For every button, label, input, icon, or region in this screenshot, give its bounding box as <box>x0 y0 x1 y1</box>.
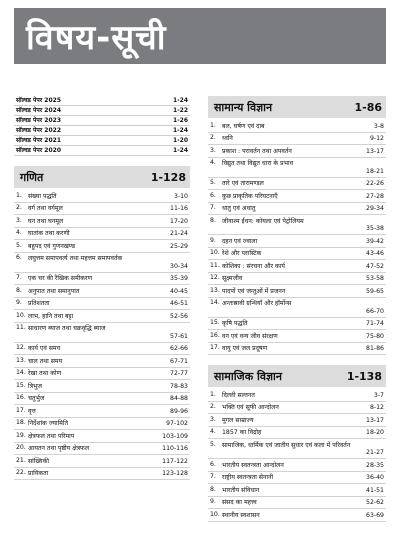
chapter-number: 22. <box>16 469 26 476</box>
chapter-title: प्रायिकता <box>28 470 49 477</box>
solved-paper-pages: 1-22 <box>172 107 188 114</box>
chapter-pages: 13-17 <box>366 416 384 424</box>
chapter-title: प्रतिशतता <box>28 300 50 307</box>
chapter-pages: 97-102 <box>166 420 188 427</box>
toc-row <box>208 318 386 331</box>
chapter-pages: 35-38 <box>366 225 384 232</box>
chapter-pages: 22-26 <box>366 180 384 187</box>
chapter-number: 14. <box>16 369 26 376</box>
chapter-number: 1. <box>210 121 216 129</box>
solved-paper-pages: 1-26 <box>172 117 188 124</box>
chapter-number: 15. <box>16 381 26 389</box>
toc-row <box>14 323 190 343</box>
chapter-pages: 11-16 <box>170 205 188 212</box>
chapter-number: 19. <box>16 431 26 439</box>
chapter-number: 14. <box>210 299 220 306</box>
chapter-pages: 43-46 <box>366 250 384 257</box>
chapter-number: 12. <box>16 344 26 351</box>
toc-row <box>208 402 386 415</box>
toc-row <box>208 158 386 178</box>
social-toc-list <box>208 387 386 522</box>
toc-row <box>208 285 386 298</box>
chapter-title: वायु एवं जल प्रदूषण <box>222 345 268 352</box>
chapter-number: 3. <box>210 415 216 423</box>
chapter-pages: 27-28 <box>366 192 384 200</box>
chapter-number: 6. <box>16 254 22 261</box>
chapter-pages: 75-80 <box>366 332 384 340</box>
chapter-title: सामाजिक, धार्मिक एवं जातीय सुधार एवं कला में परिवर्तन <box>222 441 351 449</box>
chapter-number: 16. <box>16 394 26 401</box>
chapter-number: 8. <box>210 485 216 493</box>
toc-row <box>208 248 386 261</box>
solved-paper-pages: 1-24 <box>172 147 188 154</box>
chapter-number: 9. <box>210 236 216 244</box>
chapter-pages: 59-65 <box>366 287 384 295</box>
toc-row <box>208 145 386 158</box>
chapter-number: 6. <box>210 460 216 468</box>
chapter-pages: 63-69 <box>366 511 384 519</box>
chapter-pages: 78-83 <box>170 382 188 390</box>
chapter-number: 5. <box>210 440 216 448</box>
chapter-pages: 66-70 <box>366 307 384 315</box>
chapter-title: सांख्यिकी <box>28 457 49 465</box>
toc-row <box>208 497 386 510</box>
chapter-pages: 52-56 <box>170 312 188 320</box>
toc-row <box>14 343 190 356</box>
chapter-title: आयतन तथा पृष्ठीय क्षेत्रफल <box>28 445 90 452</box>
chapter-title: दिल्ली सल्तनत <box>222 391 255 399</box>
chapter-title: भारतीय संविधान <box>222 486 260 494</box>
solved-paper-row <box>14 116 190 126</box>
page-title: विषय-सूची <box>26 18 167 58</box>
chapter-number: 13. <box>16 356 26 364</box>
toc-row <box>208 427 386 440</box>
chapter-title: बहुपद एवं गुणनखण्ड <box>28 242 76 250</box>
chapter-title: एक चर की रैखिक समीकरण <box>28 275 93 282</box>
chapter-pages: 89-96 <box>170 407 188 415</box>
chapter-title: मुगल साम्राज्य <box>222 416 254 424</box>
toc-row <box>14 273 190 286</box>
chapter-title: रेखा तथा कोण <box>28 370 62 377</box>
toc-row <box>208 459 386 472</box>
chapter-title: घातांक तथा करणी <box>28 230 70 237</box>
chapter-title: घन तथा घनमूल <box>28 217 64 225</box>
chapter-pages: 18-21 <box>366 167 384 175</box>
chapter-title: चाल तथा समय <box>28 357 63 365</box>
chapter-pages: 29-34 <box>366 205 384 212</box>
toc-row <box>14 228 190 241</box>
chapter-number: 2. <box>16 204 22 211</box>
toc-row <box>14 393 190 406</box>
chapter-number: 11. <box>16 324 26 331</box>
toc-row <box>14 310 190 323</box>
chapter-title: लघुत्तम समापवर्त्य तथा महत्तम समापवर्तक <box>28 255 123 262</box>
chapter-pages: 81-86 <box>366 345 384 352</box>
toc-row <box>14 190 190 203</box>
chapter-pages: 84-88 <box>170 395 188 402</box>
chapter-number: 6. <box>210 191 216 199</box>
toc-row <box>14 240 190 253</box>
chapter-number: 4. <box>16 229 22 236</box>
chapter-pages: 9-12 <box>369 135 384 142</box>
chapter-number: 16. <box>210 331 220 339</box>
chapter-number: 10. <box>210 249 220 256</box>
chapter-title: कुछ प्राकृतिक परिघटनाएँ <box>222 192 278 200</box>
chapter-number: 2. <box>210 134 216 141</box>
solved-paper-row <box>14 106 190 116</box>
chapter-number: 4. <box>210 159 216 166</box>
chapter-title: संसद का महत्त्व <box>222 499 257 506</box>
chapter-pages: 39-42 <box>366 237 384 245</box>
toc-row <box>208 509 386 522</box>
chapter-title: भारतीय स्वतन्त्रता आन्दोलन <box>222 461 284 469</box>
toc-row <box>14 215 190 228</box>
toc-row <box>208 190 386 203</box>
chapter-pages: 62-66 <box>170 345 188 352</box>
toc-row <box>208 260 386 273</box>
chapter-number: 7. <box>210 204 216 211</box>
chapter-title: दहन एवं ज्वाला <box>222 237 258 245</box>
chapter-number: 15. <box>210 319 220 326</box>
section-header-science <box>208 96 386 118</box>
chapter-pages: 21-24 <box>170 230 188 237</box>
toc-row <box>14 355 190 368</box>
section-header-math <box>14 166 190 188</box>
chapter-title: संख्या पद्धति <box>28 192 57 200</box>
toc-row <box>208 120 386 133</box>
solved-papers-list <box>14 96 190 156</box>
chapter-pages: 8-12 <box>369 404 384 411</box>
chapter-number: 13. <box>210 286 220 294</box>
solved-paper-row <box>14 96 190 106</box>
chapter-number: 17. <box>16 406 26 414</box>
chapter-pages: 46-51 <box>170 300 188 307</box>
chapter-title: वर्ग तथा वर्गमूल <box>28 205 63 212</box>
solved-paper-label: सॉल्वड पेपर 2024 <box>16 107 62 114</box>
section-title: सामाजिक विज्ञान <box>214 369 282 383</box>
chapter-title: राष्ट्रीय स्वतन्त्रता सेनानी <box>222 474 274 481</box>
toc-row <box>14 285 190 298</box>
chapter-number: 9. <box>16 299 22 306</box>
solved-paper-pages: 1-20 <box>172 137 188 144</box>
solved-paper-label: सॉल्वड पेपर 2025 <box>16 97 62 104</box>
chapter-number: 11. <box>210 261 220 269</box>
chapter-title: प्रकाश : परावर्तन तथा अपवर्तन <box>222 147 292 155</box>
chapter-title: स्थानीय स्वशासन <box>222 511 260 519</box>
chapter-pages: 110-116 <box>162 445 188 452</box>
chapter-number: 1. <box>16 191 22 199</box>
chapter-title: रेशे और प्लास्टिक <box>222 250 262 257</box>
chapter-pages: 57-61 <box>170 332 188 340</box>
toc-row <box>14 380 190 393</box>
chapter-title: चतुर्भुज <box>28 395 45 402</box>
solved-paper-label: सॉल्वड पेपर 2022 <box>16 127 62 134</box>
toc-row <box>208 389 386 402</box>
chapter-title: सूक्ष्मजीव <box>222 275 243 282</box>
chapter-number: 21. <box>16 456 26 464</box>
chapter-number: 5. <box>16 241 22 249</box>
toc-row <box>14 368 190 381</box>
chapter-pages: 3-8 <box>373 122 384 130</box>
chapter-number: 7. <box>16 274 22 281</box>
chapter-pages: 17-20 <box>170 217 188 225</box>
chapter-title: पादपों एवं जन्तुओं में प्रजनन <box>222 287 286 295</box>
chapter-title: लाभ, हानि तथा बट्टा <box>28 312 74 320</box>
chapter-title: त्रिभुज <box>28 382 42 390</box>
chapter-title: बल, घर्षण एवं दाब <box>222 122 265 130</box>
toc-row <box>14 203 190 216</box>
toc-row <box>208 133 386 146</box>
toc-row <box>208 203 386 216</box>
page-banner <box>14 8 386 64</box>
chapter-number: 2. <box>210 403 216 410</box>
chapter-pages: 41-51 <box>366 486 384 494</box>
section-page-range: 1-128 <box>150 170 186 184</box>
chapter-pages: 123-128 <box>162 470 188 477</box>
section-page-range: 1-86 <box>354 100 382 114</box>
solved-paper-label: सॉल्वड पेपर 2023 <box>16 117 62 124</box>
toc-row <box>208 298 386 318</box>
chapter-pages: 67-71 <box>170 357 188 365</box>
chapter-number: 17. <box>210 344 220 351</box>
chapter-number: 5. <box>210 179 216 186</box>
chapter-pages: 18-20 <box>366 429 384 436</box>
solved-paper-pages: 1-24 <box>172 127 188 134</box>
toc-row <box>14 253 190 273</box>
solved-paper-label: सॉल्वड पेपर 2021 <box>16 137 62 144</box>
chapter-pages: 13-17 <box>366 147 384 155</box>
chapter-number: 1. <box>210 390 216 398</box>
toc-row <box>208 414 386 427</box>
chapter-pages: 47-52 <box>366 262 384 270</box>
toc-row <box>14 455 190 468</box>
solved-paper-row <box>14 136 190 146</box>
solved-paper-label: सॉल्वड पेपर 2020 <box>16 147 62 154</box>
chapter-pages: 36-40 <box>366 474 384 481</box>
toc-row <box>14 443 190 456</box>
chapter-title: वन एवं वन्य जीव संरक्षण <box>222 332 278 340</box>
toc-row <box>14 430 190 443</box>
chapter-number: 10. <box>210 510 220 518</box>
chapter-number: 9. <box>210 498 216 505</box>
section-title: सामान्य विज्ञान <box>214 100 273 114</box>
chapter-title: भक्ति एवं सूफी आन्दोलन <box>222 404 279 411</box>
chapter-number: 10. <box>16 311 26 319</box>
toc-row <box>208 215 386 235</box>
solved-paper-row <box>14 126 190 136</box>
toc-row <box>208 178 386 191</box>
chapter-title: अन्तःस्रावी ग्रन्थियाँ और हॉर्मोन्स <box>222 300 292 307</box>
chapter-title: क्षेत्रफल तथा परिमाप <box>28 432 75 440</box>
chapter-title: धातु एवं अधातु <box>222 205 256 212</box>
chapter-number: 20. <box>16 444 26 451</box>
chapter-title: 1857 का विद्रोह <box>222 429 262 436</box>
chapter-title: कृषि पद्धति <box>222 320 248 327</box>
chapter-pages: 3-10 <box>173 192 188 200</box>
chapter-title: विद्युत तथा विद्युत धारा के प्रभाव <box>222 160 294 167</box>
chapter-number: 3. <box>16 216 22 224</box>
chapter-number: 12. <box>210 274 220 281</box>
chapter-title: वृत्त <box>28 407 36 415</box>
toc-row <box>208 330 386 343</box>
chapter-pages: 103-109 <box>162 432 188 440</box>
toc-row <box>208 343 386 356</box>
chapter-pages: 25-29 <box>170 242 188 250</box>
left-column <box>14 72 190 480</box>
chapter-title: निर्देशांक ज्यामिति <box>28 420 69 427</box>
chapter-pages: 71-74 <box>366 320 384 327</box>
solved-paper-row <box>14 146 190 156</box>
toc-row <box>14 405 190 418</box>
toc-row <box>208 472 386 485</box>
right-column <box>208 72 386 522</box>
chapter-number: 4. <box>210 428 216 435</box>
chapter-number: 7. <box>210 473 216 480</box>
chapter-number: 8. <box>16 286 22 294</box>
section-page-range: 1-138 <box>346 369 382 383</box>
chapter-pages: 21-27 <box>366 449 384 456</box>
toc-row <box>14 468 190 481</box>
chapter-pages: 72-77 <box>170 370 188 377</box>
chapter-pages: 3-7 <box>373 391 384 399</box>
chapter-pages: 40-45 <box>170 287 188 295</box>
toc-row <box>208 484 386 497</box>
chapter-title: ध्वनि <box>222 135 233 142</box>
section-header-social <box>208 365 386 387</box>
solved-paper-pages: 1-24 <box>172 97 188 104</box>
chapter-pages: 30-34 <box>170 262 188 270</box>
chapter-title: अनुपात तथा समानुपात <box>28 287 80 295</box>
chapter-pages: 35-39 <box>170 275 188 282</box>
chapter-title: कोशिका : संरचना और कार्य <box>222 262 285 270</box>
chapter-pages: 28-35 <box>366 461 384 469</box>
chapter-pages: 53-58 <box>366 275 384 282</box>
chapter-pages: 117-122 <box>162 457 188 465</box>
toc-row <box>14 418 190 431</box>
math-toc-list <box>14 188 190 480</box>
section-title: गणित <box>20 170 44 184</box>
chapter-number: 18. <box>16 419 26 426</box>
chapter-title: जीवाश्म ईंधन: कोयला एवं पेट्रोलियम <box>222 217 304 225</box>
toc-row <box>208 235 386 248</box>
toc-row <box>14 298 190 311</box>
chapter-title: तारे एवं तारामण्डल <box>222 180 264 187</box>
chapter-number: 8. <box>210 216 216 224</box>
chapter-title: साधारण ब्याज तथा चक्रवृद्धि ब्याज <box>28 325 106 332</box>
toc-row <box>208 439 386 459</box>
toc-row <box>208 273 386 286</box>
chapter-number: 3. <box>210 146 216 154</box>
chapter-pages: 52-62 <box>366 499 384 506</box>
science-toc-list <box>208 118 386 355</box>
chapter-title: कार्य एवं समय <box>28 345 61 352</box>
